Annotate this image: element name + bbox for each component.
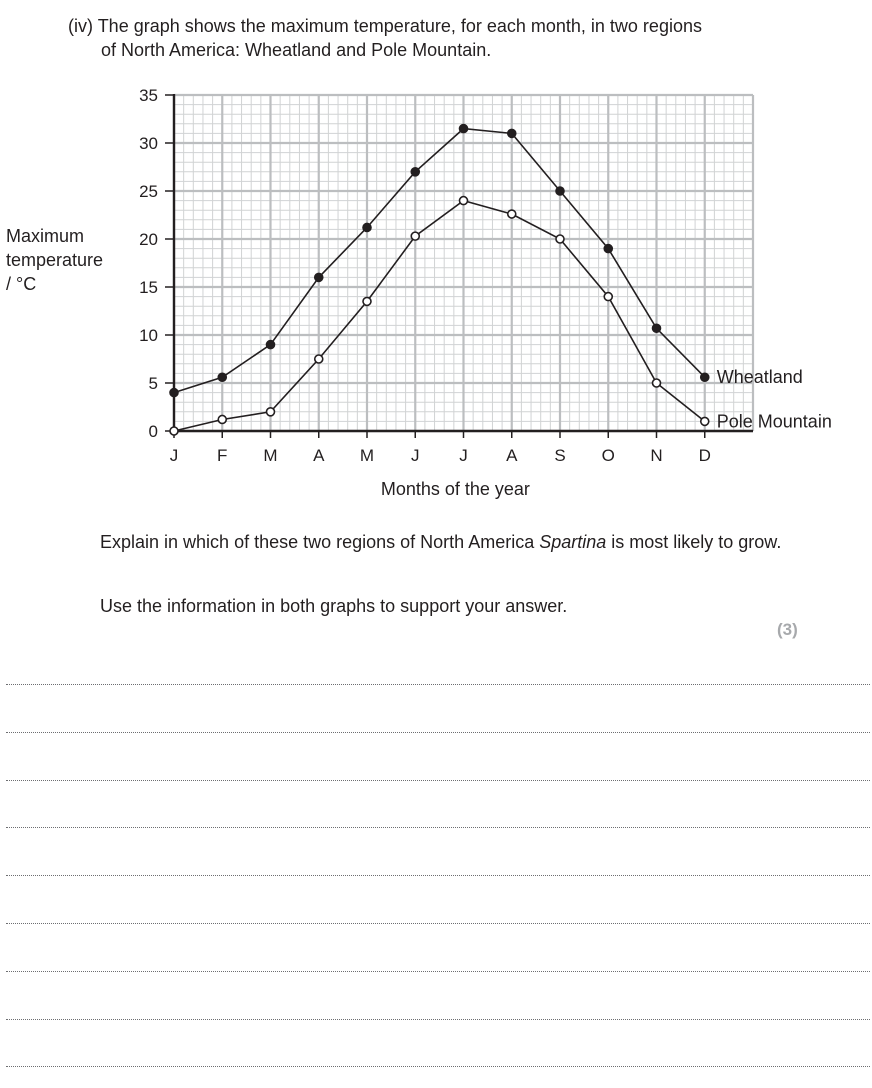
y-axis-label-line: temperature	[6, 250, 104, 270]
data-point	[508, 210, 516, 218]
species-name: Spartina	[539, 532, 607, 552]
y-axis-label-line: / °C	[6, 274, 37, 294]
data-point	[363, 223, 371, 231]
data-point	[604, 293, 612, 301]
x-tick-label: D	[698, 446, 711, 465]
answer-line[interactable]	[6, 684, 870, 685]
marks-available: (3)	[777, 620, 798, 639]
data-point	[411, 168, 419, 176]
y-tick-label: 15	[139, 278, 158, 297]
answer-line[interactable]	[6, 780, 870, 781]
x-tick-label: J	[459, 446, 468, 465]
data-point	[556, 187, 564, 195]
question-intro	[68, 14, 808, 62]
data-point	[218, 415, 226, 423]
series-end-label: Pole Mountain	[716, 411, 832, 432]
question-label: (iv)	[68, 16, 93, 36]
y-axis-label	[6, 226, 103, 294]
question-intro-line1: The graph shows the maximum temperature, for each month, in two regions	[97, 16, 702, 36]
answer-line[interactable]	[6, 1066, 870, 1067]
data-point	[218, 373, 226, 381]
y-axis-label-line: Maximum	[6, 226, 85, 246]
y-tick-label: 35	[139, 86, 158, 105]
data-point	[315, 355, 323, 363]
answer-line[interactable]	[6, 971, 870, 972]
series-line	[174, 129, 705, 393]
x-tick-label: A	[506, 446, 518, 465]
x-tick-label: J	[411, 446, 420, 465]
x-tick-label: F	[217, 446, 228, 465]
answer-line[interactable]	[6, 732, 870, 733]
y-tick-label: 5	[148, 374, 158, 393]
data-point	[556, 235, 564, 243]
x-tick-label: N	[650, 446, 663, 465]
data-point	[170, 389, 178, 397]
data-point	[170, 427, 178, 435]
x-tick-label: M	[263, 446, 278, 465]
temperature-line-chart	[0, 80, 872, 510]
y-tick-label: 10	[139, 326, 158, 345]
explain-prompt	[100, 530, 800, 554]
x-tick-label: O	[601, 446, 615, 465]
data-point	[267, 341, 275, 349]
data-point	[604, 245, 612, 253]
series-layer	[170, 125, 832, 435]
y-tick-label: 20	[139, 230, 158, 249]
x-tick-label: M	[359, 446, 375, 465]
series-end-label: Wheatland	[716, 367, 803, 388]
explain-text-after: is most likely to grow.	[606, 532, 782, 552]
answer-line[interactable]	[6, 827, 870, 828]
data-point	[411, 232, 419, 240]
question-intro-line2: of North America: Wheatland and Pole Mountain.	[101, 40, 492, 60]
x-tick-label: A	[313, 446, 325, 465]
data-point	[653, 379, 661, 387]
data-point	[508, 129, 516, 137]
use-info-prompt: Use the information in both graphs to support your answer.	[100, 596, 568, 616]
x-axis-label: Months of the year	[380, 479, 530, 499]
x-axis-ticks	[170, 431, 711, 465]
y-axis-ticks	[139, 86, 174, 441]
answer-line[interactable]	[6, 923, 870, 924]
data-point	[363, 297, 371, 305]
answer-line[interactable]	[6, 1019, 870, 1020]
x-tick-label: J	[169, 446, 179, 465]
y-tick-label: 0	[148, 422, 158, 441]
series-wheatland	[170, 125, 803, 397]
data-point	[653, 324, 661, 332]
x-tick-label: S	[554, 446, 566, 465]
explain-text-before: Explain in which of these two regions of North America	[100, 532, 540, 552]
answer-line[interactable]	[6, 875, 870, 876]
data-point	[315, 273, 323, 281]
y-tick-label: 25	[139, 182, 158, 201]
data-point	[701, 417, 709, 425]
data-point	[460, 125, 468, 133]
data-point	[267, 408, 275, 416]
y-tick-label: 30	[139, 134, 158, 153]
data-point	[460, 197, 468, 205]
data-point	[701, 373, 709, 381]
